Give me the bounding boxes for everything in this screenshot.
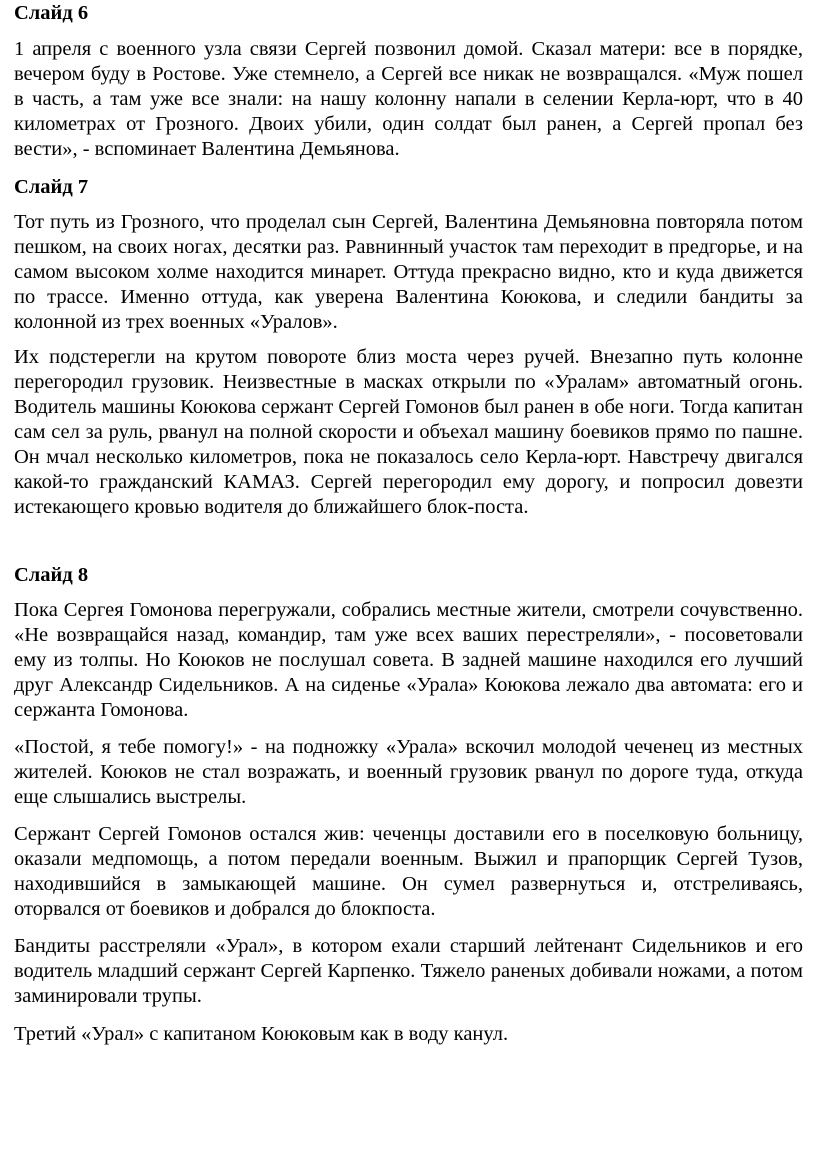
- slide-8-paragraph-1: Пока Сергея Гомонова перегружали, собрались местные жители, смотрели сочувственно. «Не возвращайся назад, командир, там уже всех ваших перестреляли», - посоветовали ему из толпы. Но Коюков не послушал совета. В задней машине находился его лучший друг Александр Сидельников. А на сиденье «Урала» Коюкова лежало два автомата: его и сержанта Гомонова.: [14, 599, 803, 721]
- slide-6-heading: Слайд 6: [14, 2, 89, 24]
- slide-8-heading: Слайд 8: [14, 564, 89, 586]
- slide-6-paragraph-1: 1 апреля с военного узла связи Сергей позвонил домой. Сказал матери: все в порядке, вечером буду в Ростове. Уже стемнело, а Сергей все никак не возвращался. «Муж пошел в часть, а там уже все знали: на нашу колонну напали в селении Керла-юрт, что в 40 километрах от Грозного. Двоих убили, один солдат был ранен, а Сергей пропал без вести», - вспоминает Валентина Демьянова.: [14, 38, 803, 160]
- slide-7-paragraph-2: Их подстерегли на крутом повороте близ моста через ручей. Внезапно путь колонне перегородил грузовик. Неизвестные в масках открыли по «Уралам» автоматный огонь. Водитель машины Коюкова сержант Сергей Гомонов был ранен в обе ноги. Тогда капитан сам сел за руль, рванул на полной скорости и объехал машину боевиков прямо по пашне. Он мчал несколько километров, пока не показалось село Керла-юрт. Навстречу двигался какой-то гражданский КАМАЗ. Сергей перегородил ему дорогу, и попросил довезти истекающего кровью водителя до ближайшего блок-поста.: [14, 346, 803, 518]
- slide-8-paragraph-5: Третий «Урал» с капитаном Коюковым как в воду канул.: [14, 1023, 509, 1045]
- slide-8-paragraph-4: Бандиты расстреляли «Урал», в котором ехали старший лейтенант Сидельников и его водитель младший сержант Сергей Карпенко. Тяжело раненых добивали ножами, а потом заминировали трупы.: [14, 935, 803, 1007]
- slide-8-paragraph-3: Сержант Сергей Гомонов остался жив: чеченцы доставили его в поселковую больницу, оказали медпомощь, а потом передали военным. Выжил и прапорщик Сергей Тузов, находившийся в замыкающей машине. Он сумел развернуться и, отстреливаясь, оторвался от боевиков и добрался до блокпоста.: [14, 823, 803, 920]
- slide-7-heading: Слайд 7: [14, 176, 89, 198]
- slide-8-paragraph-2: «Постой, я тебе помогу!» - на подножку «Урала» вскочил молодой чеченец из местных жителей. Коюков не стал возражать, и военный грузовик рванул по дороге туда, откуда еще слышались выстрелы.: [14, 736, 803, 808]
- slide-7-paragraph-1: Тот путь из Грозного, что проделал сын Сергей, Валентина Демьяновна повторяла потом пешком, на своих ногах, десятки раз. Равнинный участок там переходит в предгорье, и на самом высоком холме находится минарет. Оттуда прекрасно видно, кто и куда движется по трассе. Именно оттуда, как уверена Валентина Коюкова, и следили бандиты за колонной из трех военных «Уралов».: [14, 211, 803, 333]
